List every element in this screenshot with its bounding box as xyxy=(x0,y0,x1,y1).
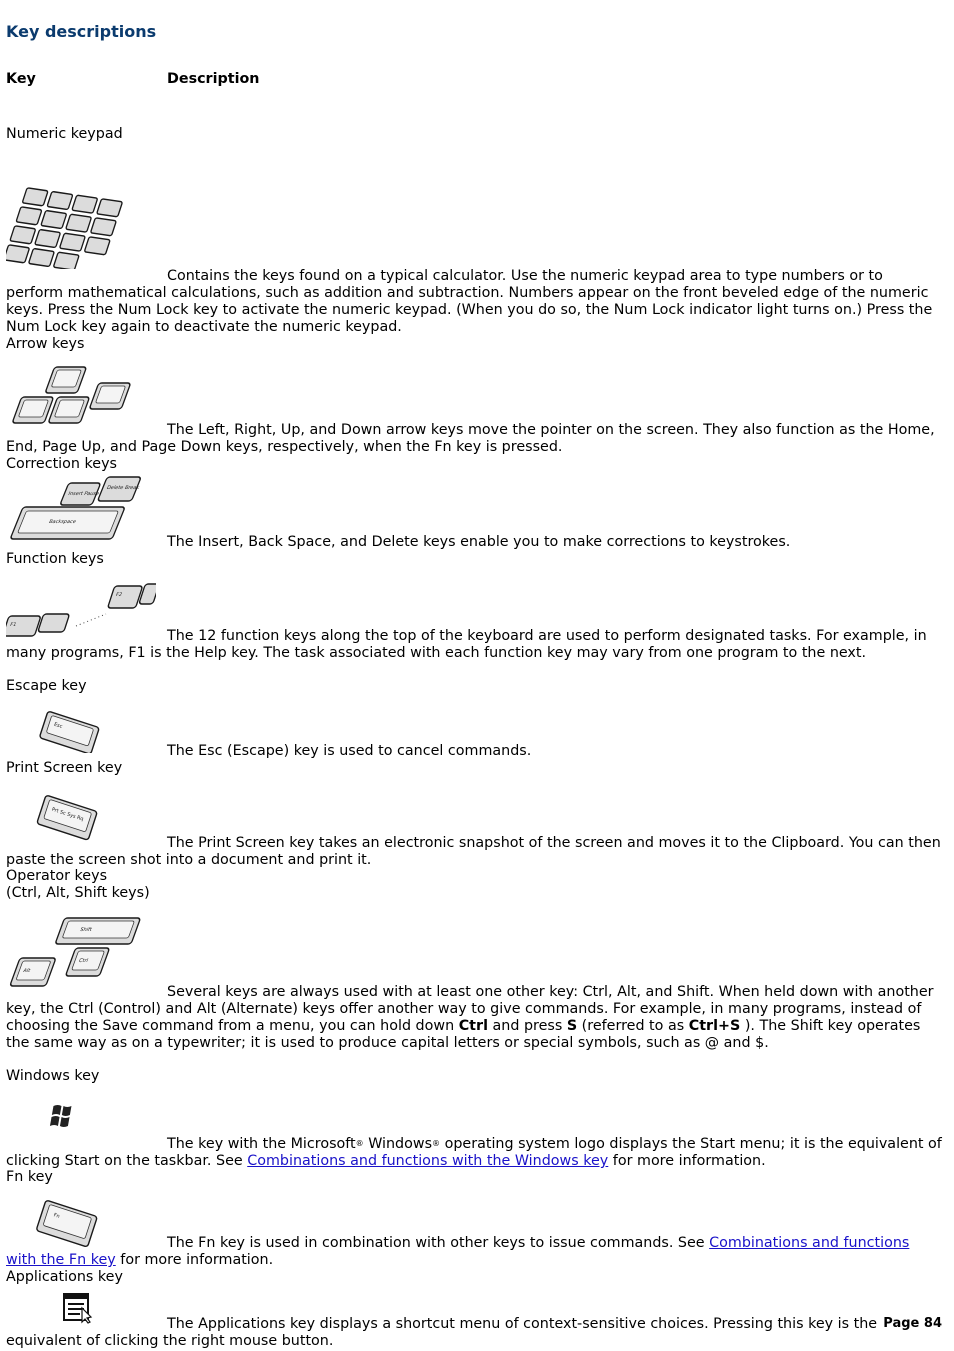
description-operator-keys: Several keys are always used with at least one other key: Ctrl, Alt, and Shift. When held down with another key, the Ctrl (Control) and Alt (Alternate) keys offer another way to give commands. For example, in many programs, instead of choosing the Save command from a menu, you can hold down Ctrl and press S (referred to as Ctrl+S ). The Shift key operates the same way as on a typewriter; it is used to produce capital letters or special symbols, such as @ and $. xyxy=(6,984,934,1051)
page-number: Page 84 xyxy=(883,1316,942,1331)
f2-key-label: F2 xyxy=(114,592,123,598)
description-arrow-keys: The Left, Right, Up, and Down arrow keys move the pointer on the screen. They also function as the Home, End, Page Up, and Page Down keys, respectively, when the Fn key is pressed. xyxy=(6,422,935,455)
key-name: Applications key xyxy=(6,1269,123,1285)
backspace-key-label: Backspace xyxy=(47,519,77,525)
key-name: Function keys xyxy=(6,551,104,567)
fn-key-combinations-link[interactable]: Combinations and functions with the Fn key xyxy=(6,1235,910,1268)
prtsc-key-label: Prt Sc Sys Rq xyxy=(50,806,85,823)
page-title: Key descriptions xyxy=(6,22,157,41)
windows-key-combinations-link[interactable]: Combinations and functions with the Windows key xyxy=(247,1153,609,1169)
f1-key-label: F1 xyxy=(9,622,18,628)
key-name: Escape key xyxy=(6,678,87,694)
column-header-key: Key xyxy=(6,71,36,87)
description-print-screen-key: The Print Screen key takes an electronic snapshot of the screen and moves it to the Clipboard. You can then paste the screen shot into a document and print it. xyxy=(6,835,941,868)
entry-print-screen-key xyxy=(6,760,942,841)
key-name: Correction keys xyxy=(6,456,117,472)
column-header-description: Description xyxy=(167,71,260,87)
delete-key-label: Delete Break xyxy=(105,485,141,491)
entry-windows-key xyxy=(6,1068,942,1131)
s-keyname: S xyxy=(566,1018,578,1034)
key-name-detail: (Ctrl, Alt, Shift keys) xyxy=(6,885,150,901)
alt-key-label: Alt xyxy=(22,968,32,974)
description-applications-key: The Applications key displays a shortcut menu of context-sensitive choices. Pressing this key is the equivalent of clicking the right mouse button. xyxy=(6,1316,878,1349)
windows-logo-icon xyxy=(48,1103,78,1131)
entry-function-keys xyxy=(6,551,942,640)
description-function-keys: The 12 function keys along the top of the keyboard are used to perform designated tasks. For example, in many programs, F1 is the Help key. The task associated with each function key may vary from one program to the next. xyxy=(6,628,927,661)
entry-escape-key xyxy=(6,678,942,753)
insert-key-label: Insert Pause xyxy=(67,491,101,497)
description-windows-key: The key with the Microsoft® Windows® operating system logo displays the Start menu; it is the equivalent of clicking Start on the taskbar. See Combinations and functions with the Windows key for more information. xyxy=(6,1136,942,1169)
description-escape-key: The Esc (Escape) key is used to cancel commands. xyxy=(167,743,532,759)
numeric-keypad-keys-icon xyxy=(6,177,163,269)
entry-numeric-keypad xyxy=(6,126,942,269)
key-name: Windows key xyxy=(6,1068,100,1084)
key-name: Operator keys xyxy=(6,868,108,884)
ctrl-keyname: Ctrl xyxy=(458,1018,488,1034)
fn-key-label: Fn xyxy=(52,1212,61,1220)
print-screen-key-icon xyxy=(6,791,116,841)
key-name: Numeric keypad xyxy=(6,126,123,142)
entry-arrow-keys xyxy=(6,336,942,433)
esc-key-label: Esc xyxy=(53,721,64,731)
ctrl-key-label: Ctrl xyxy=(77,958,89,964)
ctrl-s-shortcut: Ctrl+S xyxy=(688,1018,741,1034)
key-name: Arrow keys xyxy=(6,336,85,352)
entry-operator-keys xyxy=(6,868,942,994)
registered-mark: ® xyxy=(432,1139,441,1148)
description-fn-key: The Fn key is used in combination with other keys to issue commands. See Combinations and functions with the Fn key for more information. xyxy=(6,1235,910,1268)
registered-mark: ® xyxy=(355,1139,364,1148)
description-correction-keys: The Insert, Back Space, and Delete keys enable you to make corrections to keystrokes. xyxy=(167,534,791,550)
description-numeric-keypad: Contains the keys found on a typical calculator. Use the numeric keypad area to type numbers or to perform mathematical calculations, such as addition and subtraction. Numbers appear on the front beveled edge of the numeric keys. Press the Num Lock key to activate the numeric keypad. (When you do so, the Num Lock indicator light turns on.) Press the Num Lock key again to deactivate the numeric keypad. xyxy=(6,268,933,335)
shift-key-label: Shift xyxy=(79,927,93,933)
key-name: Print Screen key xyxy=(6,760,123,776)
key-name: Fn key xyxy=(6,1169,53,1185)
operator-keys-icon xyxy=(6,914,146,994)
table-header xyxy=(6,71,942,88)
